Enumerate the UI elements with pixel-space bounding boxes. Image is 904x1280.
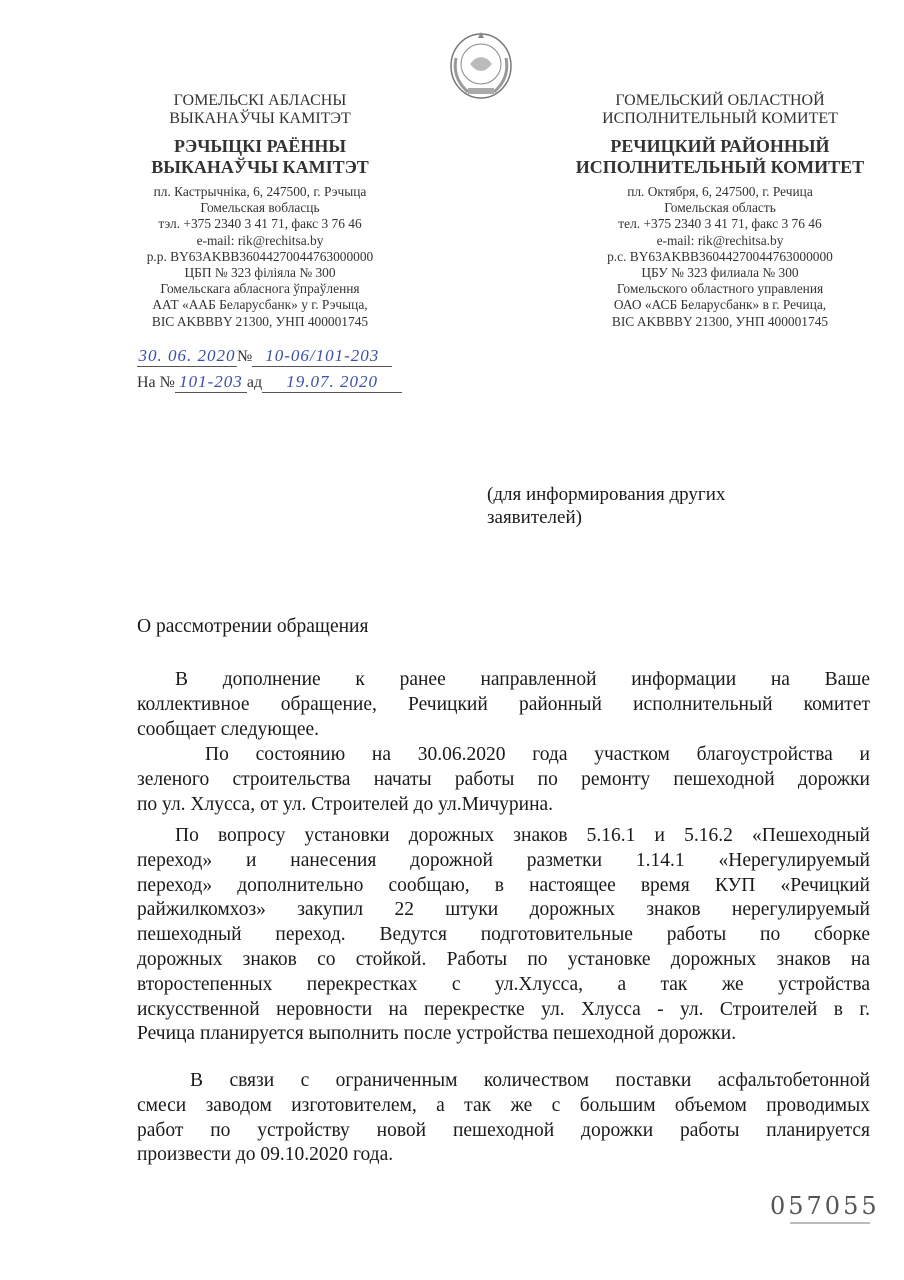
- address-line: BIC AKBBBY 21300, УНП 400001745: [151, 313, 369, 329]
- address-line: пл. Октября, 6, 247500, г. Речица: [627, 184, 813, 199]
- text-line: произвести до 09.10.2020 года.: [137, 1144, 394, 1166]
- text-line: ВЫКАНАЎЧЫ КАМІТЭТ: [169, 110, 351, 127]
- text-line: ВЫКАНАЎЧЫ КАМІТЭТ: [151, 157, 369, 177]
- paragraph: [137, 824, 870, 1047]
- text-line: ГОМЕЛЬСКІ АБЛАСНЫ: [173, 92, 347, 109]
- text-line: РЕЧИЦКИЙ РАЙОННЫЙ: [610, 136, 830, 156]
- text-line: коллективное обращение, Речицкий районный исполнительный комитет: [137, 693, 870, 715]
- address-line: Гомельскага абласнога ўпраўлення: [160, 281, 360, 297]
- incoming-reference: [137, 372, 402, 393]
- org-name: [560, 136, 880, 178]
- text-line: заявителей): [487, 507, 582, 528]
- printer-imprint: [790, 1222, 870, 1224]
- text-line: Речица планируется выполнить после устройства пешеходной дорожки.: [137, 1023, 737, 1045]
- org-address: [120, 184, 400, 330]
- text-line: В связи с ограниченным количеством поставки асфальтобетонной: [190, 1070, 870, 1091]
- org-name: [120, 136, 400, 178]
- address-line: пл. Кастрычніка, 6, 247500, г. Рэчыца: [153, 184, 367, 199]
- addressee-note: [487, 483, 725, 529]
- address-line: ЦБП № 323 філіяла № 300: [184, 265, 336, 281]
- address-line: BIC AKBBBY 21300, УНП 400001745: [611, 313, 829, 329]
- paragraph: [137, 743, 870, 817]
- text-line: РЭЧЫЦКІ РАЁННЫ: [173, 136, 347, 156]
- outgoing-registration: [137, 346, 392, 367]
- text-line: зеленого строительства начаты работы по ремонту пешеходной дорожки: [137, 768, 870, 790]
- text-line: райжилкомхоз» закупил 22 штуки дорожных знаков нерегулируемый: [137, 899, 870, 921]
- parent-org: [120, 92, 400, 128]
- address-line: e-mail: rik@rechitsa.by: [656, 232, 784, 248]
- ref-label: На №: [137, 374, 175, 391]
- address-line: Гомельская вобласць: [200, 200, 320, 216]
- text-line: по ул. Хлусса, от ул. Строителей до ул.Мичурина.: [137, 793, 554, 815]
- text-line: смеси заводом изготовителем, а так же с большим объемом проводимых: [137, 1094, 870, 1116]
- text-line: работ по устройству новой пешеходной дорожки работы планируется: [137, 1119, 870, 1141]
- state-emblem-icon: [448, 28, 514, 100]
- header-right-russian: [560, 92, 880, 330]
- text-line: пешеходный переход. Ведутся подготовительные работы по сборке: [137, 924, 870, 946]
- text-line: дорожных знаков со стойкой. Работы по установке дорожных знаков на: [137, 948, 870, 970]
- address-line: р.с. BY63AKBB36044270044763000000: [607, 248, 833, 264]
- text-line: переход» и нанесения дорожной разметки 1.14.1 «Нерегулируемый: [137, 849, 870, 871]
- text-line: (для информирования других: [487, 484, 726, 505]
- number-label: №: [237, 348, 253, 365]
- header-left-belarusian: [120, 92, 400, 330]
- text-line: В дополнение к ранее направленной информации на Ваше: [175, 669, 870, 690]
- paragraph: [137, 668, 870, 742]
- text-line: ИСПОЛНИТЕЛЬНЫЙ КОМИТЕТ: [602, 110, 838, 127]
- text-line: По вопросу установки дорожных знаков 5.16.1 и 5.16.2 «Пешеходный: [175, 825, 870, 846]
- letter-subject: О рассмотрении обращения: [137, 616, 369, 637]
- ref-date: 19.07. 2020: [262, 372, 402, 393]
- address-line: Гомельского областного управления: [616, 281, 824, 297]
- serial-number: 057055: [770, 1192, 880, 1220]
- outgoing-number: 10-06/101-203: [252, 346, 392, 367]
- org-address: [560, 184, 880, 330]
- paragraph: [137, 1069, 870, 1168]
- outgoing-date: 30. 06. 2020: [138, 346, 236, 365]
- text-line: искусственной неровности на перекрестке ул. Хлусса - ул. Строителей в г.: [137, 998, 870, 1020]
- text-line: ГОМЕЛЬСКИЙ ОБЛАСТНОЙ: [615, 92, 825, 109]
- address-line: ААТ «ААБ Беларусбанк» у г. Рэчыца,: [152, 297, 368, 313]
- address-line: Гомельская область: [664, 200, 776, 216]
- text-line: сообщает следующее.: [137, 718, 320, 740]
- address-line: e-mail: rik@rechitsa.by: [196, 232, 324, 248]
- address-line: р.р. BY63AKBB36044270044763000000: [146, 248, 374, 264]
- text-line: переход» дополнительно сообщаю, в настоящее время КУП «Речицкий: [137, 874, 870, 896]
- text-line: По состоянию на 30.06.2020 года участком благоустройства и: [205, 744, 870, 765]
- parent-org: [560, 92, 880, 128]
- ref-date-label: ад: [246, 374, 263, 391]
- text-line: второстепенных перекрестках с ул.Хлусса, а так же устройства: [137, 973, 870, 995]
- text-line: ИСПОЛНИТЕЛЬНЫЙ КОМИТЕТ: [575, 157, 865, 177]
- address-line: ЦБУ № 323 филиала № 300: [641, 265, 799, 281]
- address-line: ОАО «АСБ Беларусбанк» в г. Речица,: [613, 297, 827, 313]
- address-line: тел. +375 2340 3 41 71, факс 3 76 46: [618, 216, 822, 232]
- address-line: тэл. +375 2340 3 41 71, факс 3 76 46: [158, 216, 362, 232]
- ref-number: 101-203: [175, 372, 247, 393]
